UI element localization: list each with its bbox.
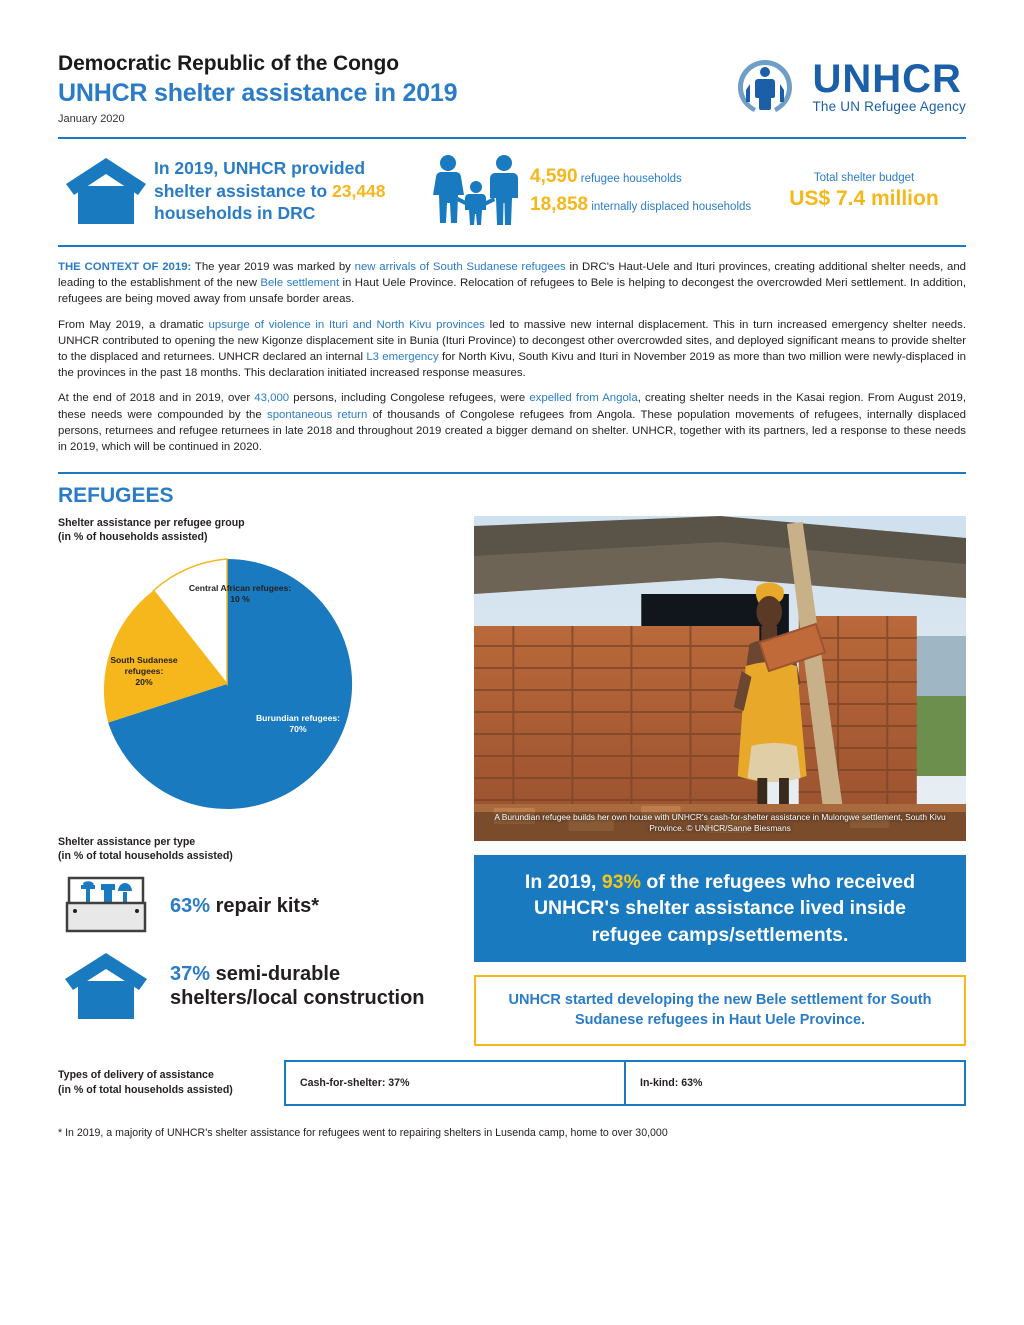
idp-households-number: 18,858 [530,194,589,215]
budget-block [762,172,966,211]
camp-settlement-highlight [474,855,966,962]
photo-illustration [474,516,966,841]
pie-label-ssd-name: South Sudanese refugees [110,654,178,676]
refugee-households-row [530,163,762,192]
pie-label-bdi-name: Burundian refugees [255,712,338,723]
unhcr-emblem-icon [728,56,802,118]
house-icon [58,949,154,1023]
ctx-p3-link3: spontaneous return [267,408,368,421]
delivery-cell-cash: Cash-for-shelter: 37% [300,1076,410,1089]
blue-box-text-a: In 2019, [524,871,602,894]
type-caption-line1: Shelter assistance per type [58,835,196,848]
ctx-p3-a: At the end of 2018 and in 2019, over [58,392,255,405]
pie-label-ssd-value: 20% [135,677,153,687]
budget-amount: US$ 7.4 million [789,186,939,210]
page-title: UNHCR shelter assistance in 2019 [58,79,458,107]
shelter-house-icon [58,154,154,228]
refugee-group-pie-chart [98,555,398,813]
delivery-caption [58,1068,266,1097]
photo-caption: A Burundian refugee builds her own house with UNHCR's cash-for-shelter assistance in Mulongwe settlement, South Kivu Province. © UNHCR/Sanne Biesmans [494,811,946,834]
logo-name: UNHCR [812,57,962,101]
pie-label-central-african: Central African refugees: 10 % [188,582,292,604]
pie-label-caf-value: 10 % [230,593,250,604]
households-total: 23,448 [332,180,386,201]
delivery-caption-line2: (in % of total households assisted) [58,1083,233,1096]
header-titles [58,52,457,125]
ctx-p1-link2: Bele settlement [260,277,340,290]
context-section [58,247,966,472]
ctx-p3-b: persons, including Congolese refugees, were [289,392,530,405]
ctx-p3-link1: 43,000 [254,392,290,405]
semi-durable-line1 [170,962,425,986]
shelter-type-row-semi-durable [58,949,458,1023]
refugees-right-column [474,516,966,1046]
pie-label-bdi-value: 70% [289,723,307,734]
context-paragraph-1 [58,259,966,308]
delivery-caption-line1: Types of delivery of assistance [58,1069,214,1082]
ctx-p2-b: led to massive new internal displacement. This in turn increased emergency shelter needs. UNHCR contributed to opening the new Kigonze displacement site in Bunia (Ituri Province) to decongest other overcrowded sites, and deployed significant means to provide shelter to the displaced and returnees. UNHCR declared an internal [58,318,966,363]
context-lead: THE CONTEXT OF 2019: [58,261,192,273]
blue-box-text-b: of the refugees who received UNHCR's shelter assistance lived inside refugee camps/settlements. [533,871,916,946]
section-title-refugees: REFUGEES [58,484,174,508]
delivery-cell-in-kind: In-kind: 63% [624,1062,964,1104]
ctx-p2-link2: L3 emergency [366,350,439,363]
delivery-types-section [58,1060,966,1106]
pie-label-south-sudanese: South Sudanese refugees: 20% [110,654,178,687]
semi-durable-label1: semi-durable [215,963,341,986]
pie-caption-line1: Shelter assistance per refugee group [58,517,245,530]
ctx-p3-c: , creating shelter needs in the Kasai region. From August 2019, these needs were compounded by the [58,392,967,421]
repair-kits-label: repair kits* [215,895,319,918]
ctx-p3-d: of thousands of Congolese refugees from Angola. These population movements of refugees, internally displaced persons, returnees and refugee returnees in late 2018 and throughout 2019 created a bigger demand on shelter. UNHCR, together with its partners, led a response to these needs in 2019, which will be continued in 2020. [58,408,966,453]
pie-label-burundian: Burundian refugees: 70% [255,712,341,734]
refugee-households-label: refugee households [580,172,682,185]
context-paragraph-2 [58,317,966,382]
refugee-households-number: 4,590 [530,165,578,187]
repair-kits-text [170,894,319,918]
statement-part1: In 2019, UNHCR provided shelter assistance to [154,158,366,201]
country-name: Democratic Republic of the Congo [58,52,399,75]
blue-box-percent: 93% [601,871,641,894]
semi-durable-text [170,962,425,1010]
field-photo [474,516,966,841]
ctx-p1-a: The year 2019 was marked by [191,261,355,273]
pie-chart-caption [58,516,458,545]
unhcr-logo [728,52,966,118]
ctx-p3-link2: expelled from Angola [529,392,638,405]
refugees-columns [58,516,966,1046]
footnote: * In 2019, a majority of UNHCR's shelter assistance for refugees went to repairing shelters in Lusenda camp, home to over 30,000 [58,1126,668,1139]
toolbox-icon [58,875,154,937]
semi-durable-label2: shelters/local construction [170,987,425,1010]
context-paragraph-3 [58,390,966,455]
idp-households-label: internally displaced households [591,201,752,213]
refugees-left-column [58,516,458,1046]
logo-wordmark [812,57,966,114]
ctx-p2-link1: upsurge of violence in Ituri and North Kivu provinces [208,318,485,331]
document-header [58,0,966,125]
ctx-p1-b: in DRC's Haut-Uele and Ituri provinces, creating additional shelter needs, and leading to the establishment of the new [58,261,966,290]
logo-tagline: The UN Refugee Agency [812,99,966,114]
publication-date: January 2020 [58,113,125,125]
bele-settlement-note: UNHCR started developing the new Bele settlement for South Sudanese refugees in Haut Uele Province. [474,975,966,1046]
key-figures-band [58,139,966,245]
shelter-type-row-repair-kits [58,875,458,937]
semi-durable-percent: 37% [170,963,211,986]
key-statement [154,157,422,224]
ctx-p2-c: for North Kivu, South Kivu and Ituri in November 2019 as more than two million were newly-displaced in the provinces in the past 18 months. This declaration initiated increased response measures. [58,350,966,380]
pie-caption-line2: (in % of households assisted) [58,531,208,544]
ctx-p1-link1: new arrivals of South Sudanese refugees [354,261,566,273]
pie-label-caf-name: Central African refugees [188,582,289,593]
statement-part2: households in DRC [154,203,316,224]
ctx-p2-a: From May 2019, a dramatic [58,318,209,331]
context-divider [58,472,966,474]
household-breakdown [530,163,762,220]
family-group-icon [422,153,530,229]
delivery-table [284,1060,966,1106]
shelter-type-caption [58,835,458,864]
type-caption-line2: (in % of total households assisted) [58,849,233,862]
repair-kits-percent: 63% [170,895,211,918]
budget-label: Total shelter budget [813,171,915,184]
idp-households-row [530,191,762,220]
ctx-p1-c: in Haut Uele Province. Relocation of refugees to Bele is helping to decongest the overcrowded Meri settlement. In addition, refugees are being moved away from unsafe border areas. [58,277,966,306]
